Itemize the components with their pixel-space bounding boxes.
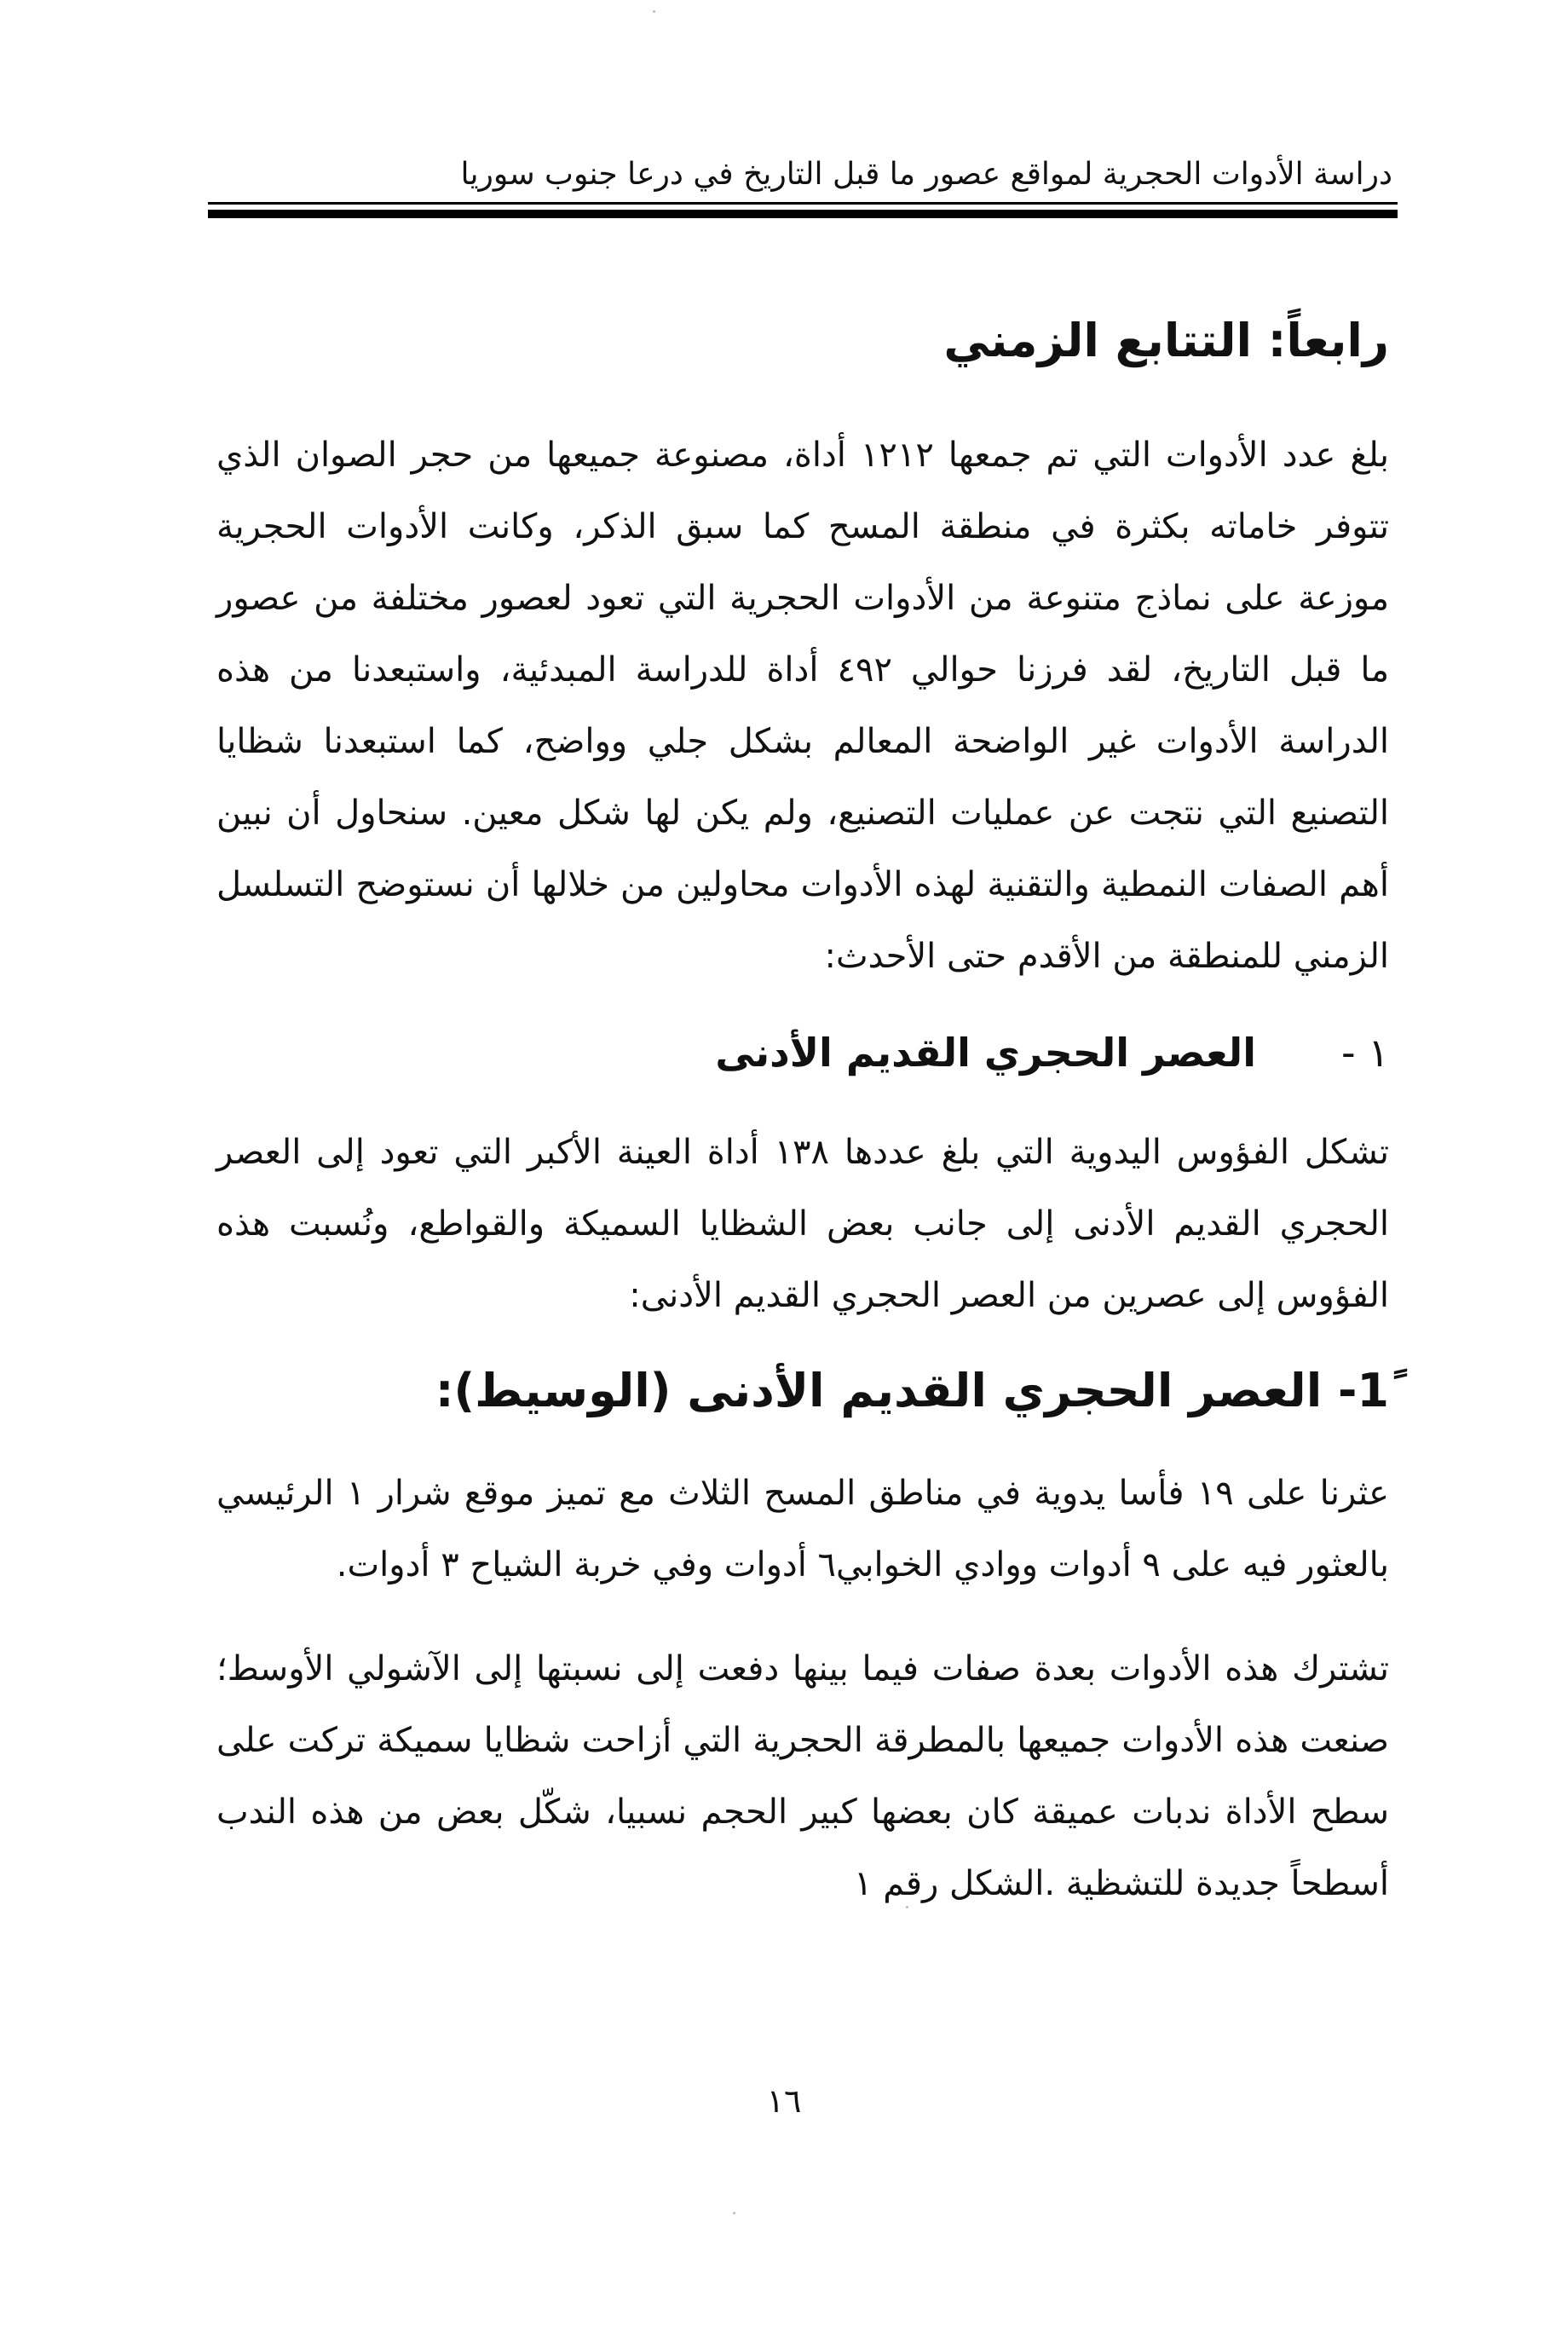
page-content <box>216 307 1389 1919</box>
header-rule-thin <box>208 202 1398 205</box>
header-rule-thick <box>208 210 1398 218</box>
section-title: رابعاً: التتابع الزمني <box>943 314 1389 367</box>
subsection-2-heading: 1ً- العصر الحجري القديم الأدنى (الوسيط): <box>435 1364 1389 1417</box>
scan-speck <box>653 10 655 13</box>
scan-speck <box>733 2212 735 2214</box>
subsection-2-paragraph-1: عثرنا على ١٩ فأسا يدوية في مناطق المسح الثلاث مع تميز موقع شرار ١ الرئيسي بالعثور فيه على ٩ أدوات ووادي الخوابي٦ أدوات وفي خربة الشياح ٣ أدوات. <box>216 1474 1389 1584</box>
subsection-1-number: ١ - <box>1341 1030 1389 1076</box>
intro-paragraph: بلغ عدد الأدوات التي تم جمعها ١٢١٢ أداة، مصنوعة جميعها من حجر الصوان الذي تتوفر خاماته بكثرة في منطقة المسح كما سبق الذكر، وكانت الأدوات الحجرية موزعة على نماذج متنوعة من الأدوات الحجرية التي تعود لعصور مختلفة من عصور ما قبل التاريخ، لقد فرزنا حوالي ٤٩٢ أداة للدراسة المبدئية، واستبعدنا من هذه الدراسة الأدوات غير الواضحة المعالم بشكل جلي وواضح، كما استبعدنا شظايا التصنيع التي نتجت عن عمليات التصنيع، ولم يكن لها شكل معين. سنحاول أن نبين أهم الصفات النمطية والتقنية لهذه الأدوات محاولين من خلالها أن نستوضح التسلسل الزمني للمنطقة من الأقدم حتى الأحدث: <box>216 436 1390 976</box>
subsection-2-paragraph-2: تشترك هذه الأدوات بعدة صفات فيما بينها دفعت إلى نسبتها إلى الآشولي الأوسط؛ صنعت هذه الأدوات جميعها بالمطرقة الحجرية التي أزاحت شظايا سميكة تركت على سطح الأداة ندبات عميقة كان بعضها كبير الحجم نسبيا، شكّل بعض من هذه الندب أسطحاً جديدة للتشظية .الشكل رقم ١ <box>216 1649 1389 1903</box>
running-header: دراسة الأدوات الحجرية لمواقع عصور ما قبل التاريخ في درعا جنوب سوريا <box>460 157 1392 192</box>
subsection-1-title: العصر الحجري القديم الأدنى <box>715 1030 1256 1076</box>
subsection-1-paragraph: تشكل الفؤوس اليدوية التي بلغ عددها ١٣٨ أداة العينة الأكبر التي تعود إلى العصر الحجري القديم الأدنى إلى جانب بعض الشظايا السميكة والقواطع، ونُسبت هذه الفؤوس إلى عصرين من العصر الحجري القديم الأدنى: <box>216 1133 1389 1315</box>
subsection-1-heading <box>216 1023 1389 1082</box>
page-number: ١٦ <box>766 2082 802 2120</box>
scan-speck <box>906 1906 908 1908</box>
